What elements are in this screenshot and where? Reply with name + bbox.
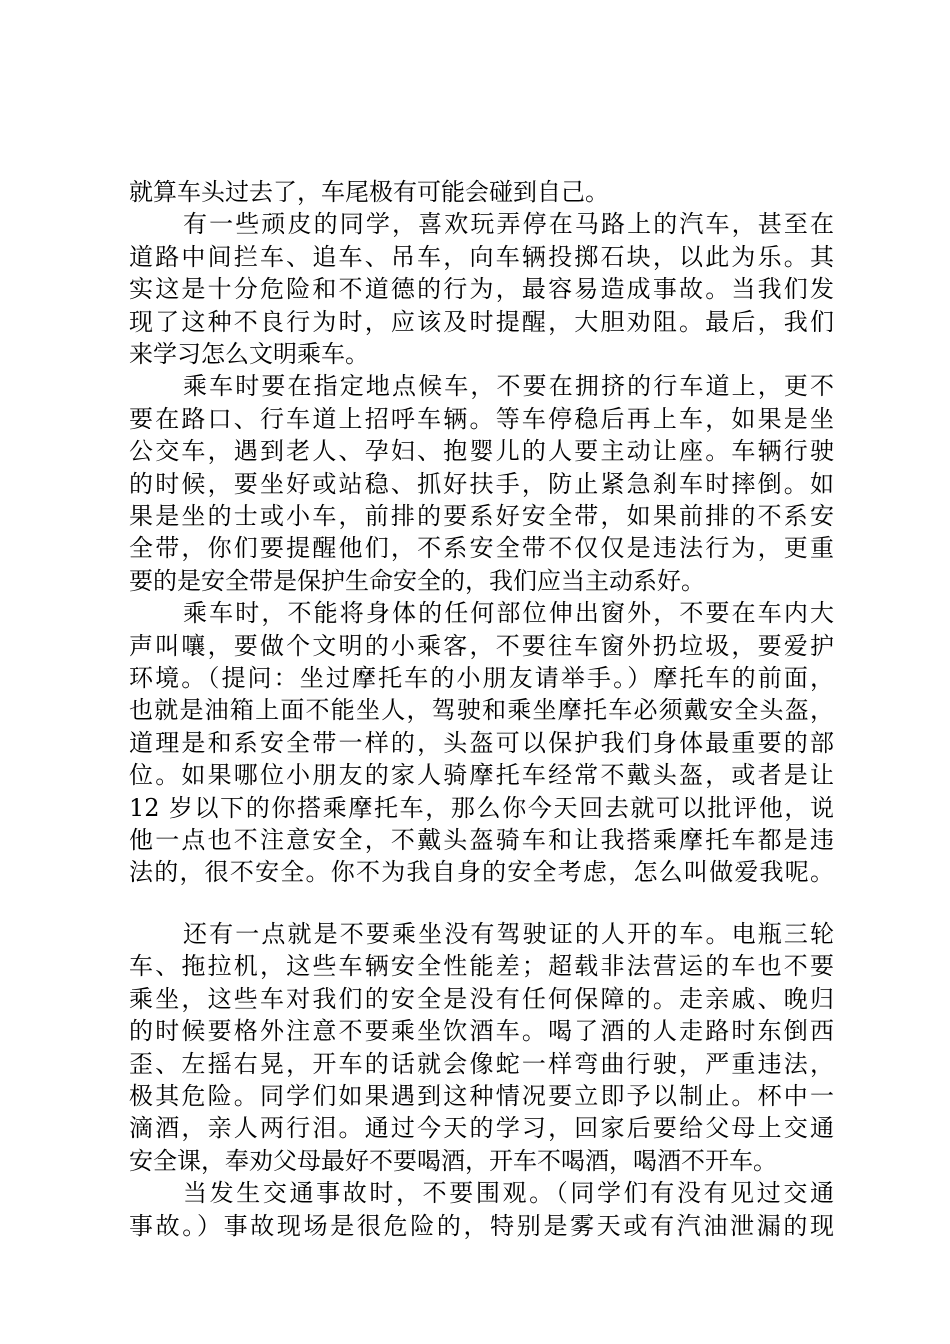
text-line: 道理是和系安全带一样的，头盔可以保护我们身体最重要的部: [129, 729, 834, 757]
text-line: 安全课，奉劝父母最好不要喝酒，开车不喝酒，喝酒不开车。: [129, 1147, 777, 1175]
text-line: 实这是十分危险和不道德的行为，最容易造成事故。当我们发: [129, 275, 834, 303]
text-line: 道路中间拦车、追车、吊车，向车辆投掷石块，以此为乐。其: [129, 243, 834, 271]
paragraph-first-line: 有一些顽皮的同学，喜欢玩弄停在马路上的汽车，甚至在: [183, 210, 834, 238]
text-line: 来学习怎么文明乘车。: [129, 340, 369, 368]
text-line: 的时候，要坐好或站稳、抓好扶手，防止紧急刹车时摔倒。如: [129, 470, 834, 498]
text-line: 极其危险。同学们如果遇到这种情况要立即予以制止。杯中一: [129, 1082, 834, 1110]
text-line: 事故。）事故现场是很危险的，特别是雾天或有汽油泄漏的现: [129, 1212, 834, 1240]
text-line: 也就是油箱上面不能坐人，驾驶和乘坐摩托车必须戴安全头盔，: [129, 696, 834, 724]
text-line: 要的是安全带是保护生命安全的，我们应当主动系好。: [129, 567, 705, 595]
text-line: 全带，你们要提醒他们，不系安全带不仅仅是违法行为，更重: [129, 534, 834, 562]
text-line: 法的，很不安全。你不为我自身的安全考虑，怎么叫做爱我呢。: [129, 858, 834, 886]
text-line: 声叫嚷，要做个文明的小乘客，不要往车窗外扔垃圾，要爱护: [129, 632, 834, 660]
text-line: 12 岁以下的你搭乘摩托车，那么你今天回去就可以批评他，说: [129, 794, 834, 822]
text-line: 果是坐的士或小车，前排的要系好安全带，如果前排的不系安: [129, 502, 834, 530]
text-line: 环境。（提问：坐过摩托车的小朋友请举手。）摩托车的前面，: [129, 664, 834, 692]
text-line: 就算车头过去了，车尾极有可能会碰到自己。: [129, 178, 609, 206]
paragraph-first-line: 还有一点就是不要乘坐没有驾驶证的人开的车。电瓶三轮: [183, 920, 834, 948]
text-line: 他一点也不注意安全，不戴头盔骑车和让我搭乘摩托车都是违: [129, 826, 834, 854]
paragraph-first-line: 当发生交通事故时，不要围观。（同学们有没有见过交通: [183, 1179, 834, 1207]
paragraph-first-line: 乘车时，不能将身体的任何部位伸出窗外，不要在车内大: [183, 599, 834, 627]
text-line: 车、拖拉机，这些车辆安全性能差；超载非法营运的车也不要: [129, 952, 834, 980]
text-line: 公交车，遇到老人、孕妇、抱婴儿的人要主动让座。车辆行驶: [129, 437, 834, 465]
text-line: 现了这种不良行为时，应该及时提醒，大胆劝阻。最后，我们: [129, 308, 834, 336]
text-line: 歪、左摇右晃，开车的话就会像蛇一样弯曲行驶，严重违法，: [129, 1050, 834, 1078]
text-line: 要在路口、行车道上招呼车辆。等车停稳后再上车，如果是坐: [129, 405, 834, 433]
text-line: 乘坐，这些车对我们的安全是没有任何保障的。走亲戚、晚归: [129, 985, 834, 1013]
paragraph-first-line: 乘车时要在指定地点候车，不要在拥挤的行车道上，更不: [183, 372, 834, 400]
text-line: 的时候要格外注意不要乘坐饮酒车。喝了酒的人走路时东倒西: [129, 1017, 834, 1045]
text-line: 位。如果哪位小朋友的家人骑摩托车经常不戴头盔，或者是让: [129, 761, 834, 789]
text-line: 滴酒，亲人两行泪。通过今天的学习，回家后要给父母上交通: [129, 1114, 834, 1142]
